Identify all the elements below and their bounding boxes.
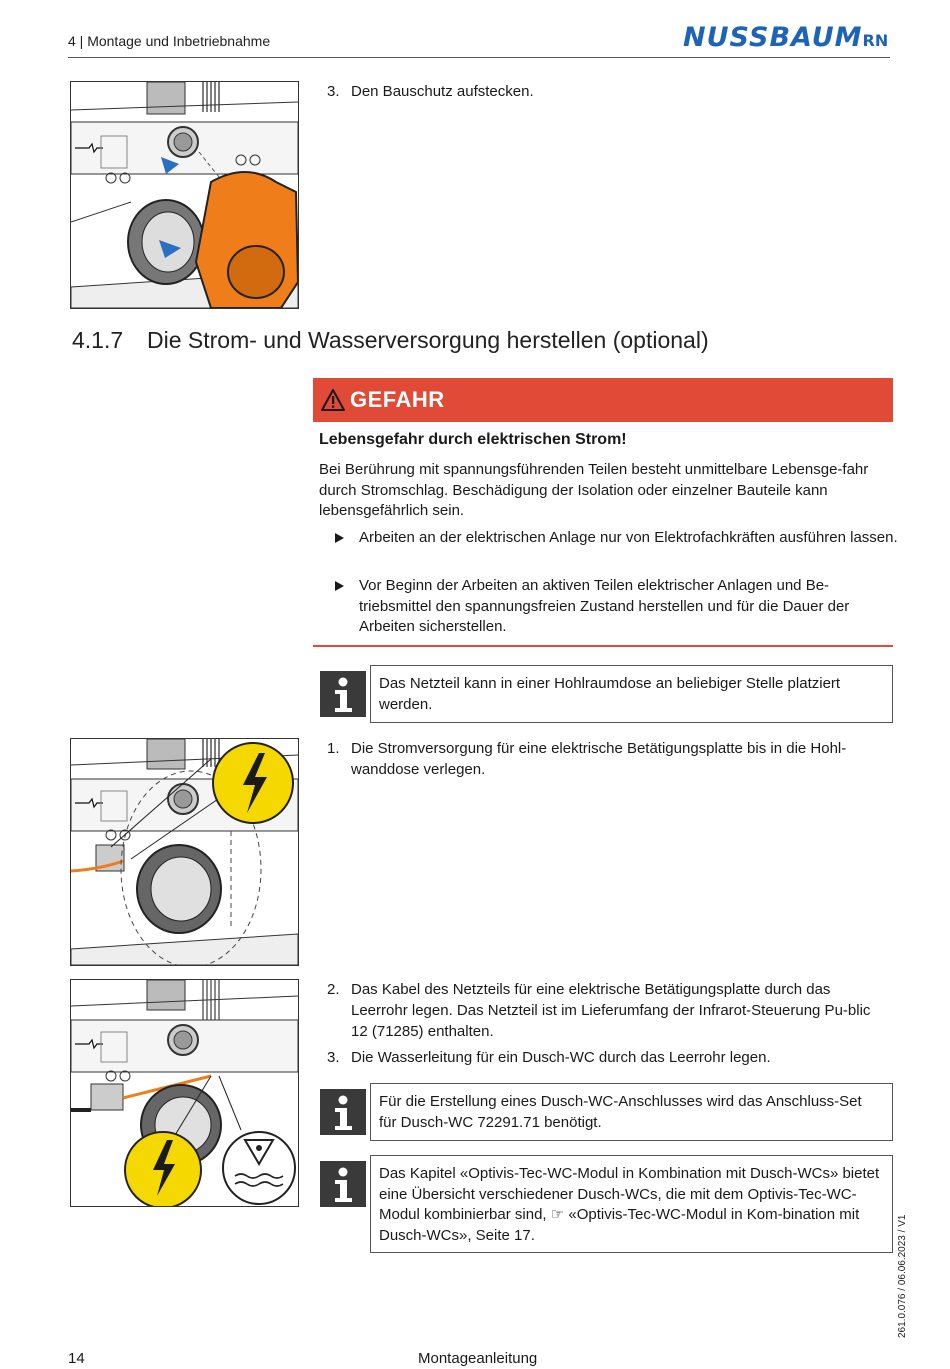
page-number: 14 <box>68 1350 85 1367</box>
step-text: Die Stromversorgung für eine elektrische Betätigungsplatte bis in die Hohl-wanddose verlegen. <box>351 740 847 778</box>
step-route-power <box>327 738 889 780</box>
warning-triangle-icon <box>321 389 345 411</box>
document-title: Montageanleitung <box>418 1350 538 1367</box>
step-text: Das Kabel des Netzteils für eine elektrische Betätigungsplatte durch das Leerrohr legen. Das Netzteil ist im Lieferumfang der Infrarot-Steuerung Pu-blic 12 (71285) enthalten. <box>351 981 871 1040</box>
step-attach-cap <box>327 81 887 102</box>
section-number: 4.1.7 <box>72 327 124 353</box>
chapter-header: 4 | Montage und Inbetriebnahme <box>68 33 271 49</box>
section-heading <box>72 327 709 354</box>
step-text: Den Bauschutz aufstecken. <box>351 83 534 100</box>
figure-cable-water-line <box>70 979 299 1207</box>
bullet-arrow-icon <box>335 581 344 591</box>
step-number: 1. <box>327 740 340 757</box>
danger-measure-text: Arbeiten an der elektrischen Anlage nur von Elektrofachkräften ausführen lassen. <box>359 529 898 546</box>
brand-suffix: RN <box>862 31 889 50</box>
step-text: Die Wasserleitung für ein Dusch-WC durch das Leerrohr legen. <box>351 1049 771 1066</box>
figure-power-supply <box>70 738 299 966</box>
info-icon <box>320 1161 366 1207</box>
danger-description: Bei Berührung mit spannungsführenden Teilen besteht unmittelbare Lebensge-fahr durch Stromschlag. Beschädigung der Isolation oder einzelner Bauteile kann lebensgefährlich sein. <box>319 461 869 519</box>
info-icon <box>320 1089 366 1135</box>
danger-banner <box>313 378 893 422</box>
danger-label: GEFAHR <box>350 387 445 412</box>
info-icon <box>320 671 366 717</box>
step-route-cable <box>327 979 889 1042</box>
brand-name: NUSSBAUM <box>683 22 863 53</box>
info-note-cross-reference: Das Kapitel «Optivis-Tec-WC-Modul in Kombination mit Dusch-WCs» bietet eine Übersicht verschiedener Dusch-WCs, die mit dem Optivis-Tec-WC-Modul kombinierbar sind, ☞ «Optivis-Tec-WC-Modul in Kom-bination mit Dusch-WCs», Seite 17. <box>370 1155 893 1253</box>
step-route-water <box>327 1047 889 1068</box>
section-title: Die Strom- und Wasserversorgung herstellen (optional) <box>147 327 709 353</box>
danger-measure-text: Vor Beginn der Arbeiten an aktiven Teilen elektrischer Anlagen und Be-triebsmittel den spannungsfreien Zustand herstellen und für die Dauer der Arbeiten sicherstellen. <box>359 577 850 635</box>
step-number: 3. <box>327 1049 340 1066</box>
danger-divider <box>313 645 893 647</box>
header-divider <box>68 57 890 58</box>
info-note: Für die Erstellung eines Dusch-WC-Anschlusses wird das Anschluss-Set für Dusch-WC 72291.71 benötigt. <box>370 1083 893 1141</box>
danger-title: Lebensgefahr durch elektrischen Strom! <box>319 431 627 448</box>
step-number: 3. <box>327 83 340 100</box>
danger-measure <box>359 576 899 638</box>
figure-protective-cap <box>70 81 299 309</box>
step-number: 2. <box>327 981 340 998</box>
danger-measure <box>359 528 899 549</box>
info-note: Das Netzteil kann in einer Hohlraumdose an beliebiger Stelle platziert werden. <box>370 665 893 723</box>
document-reference: 261.0.076 / 06.06.2023 / V1 <box>897 1214 908 1338</box>
brand-logo <box>683 22 893 54</box>
bullet-arrow-icon <box>335 533 344 543</box>
